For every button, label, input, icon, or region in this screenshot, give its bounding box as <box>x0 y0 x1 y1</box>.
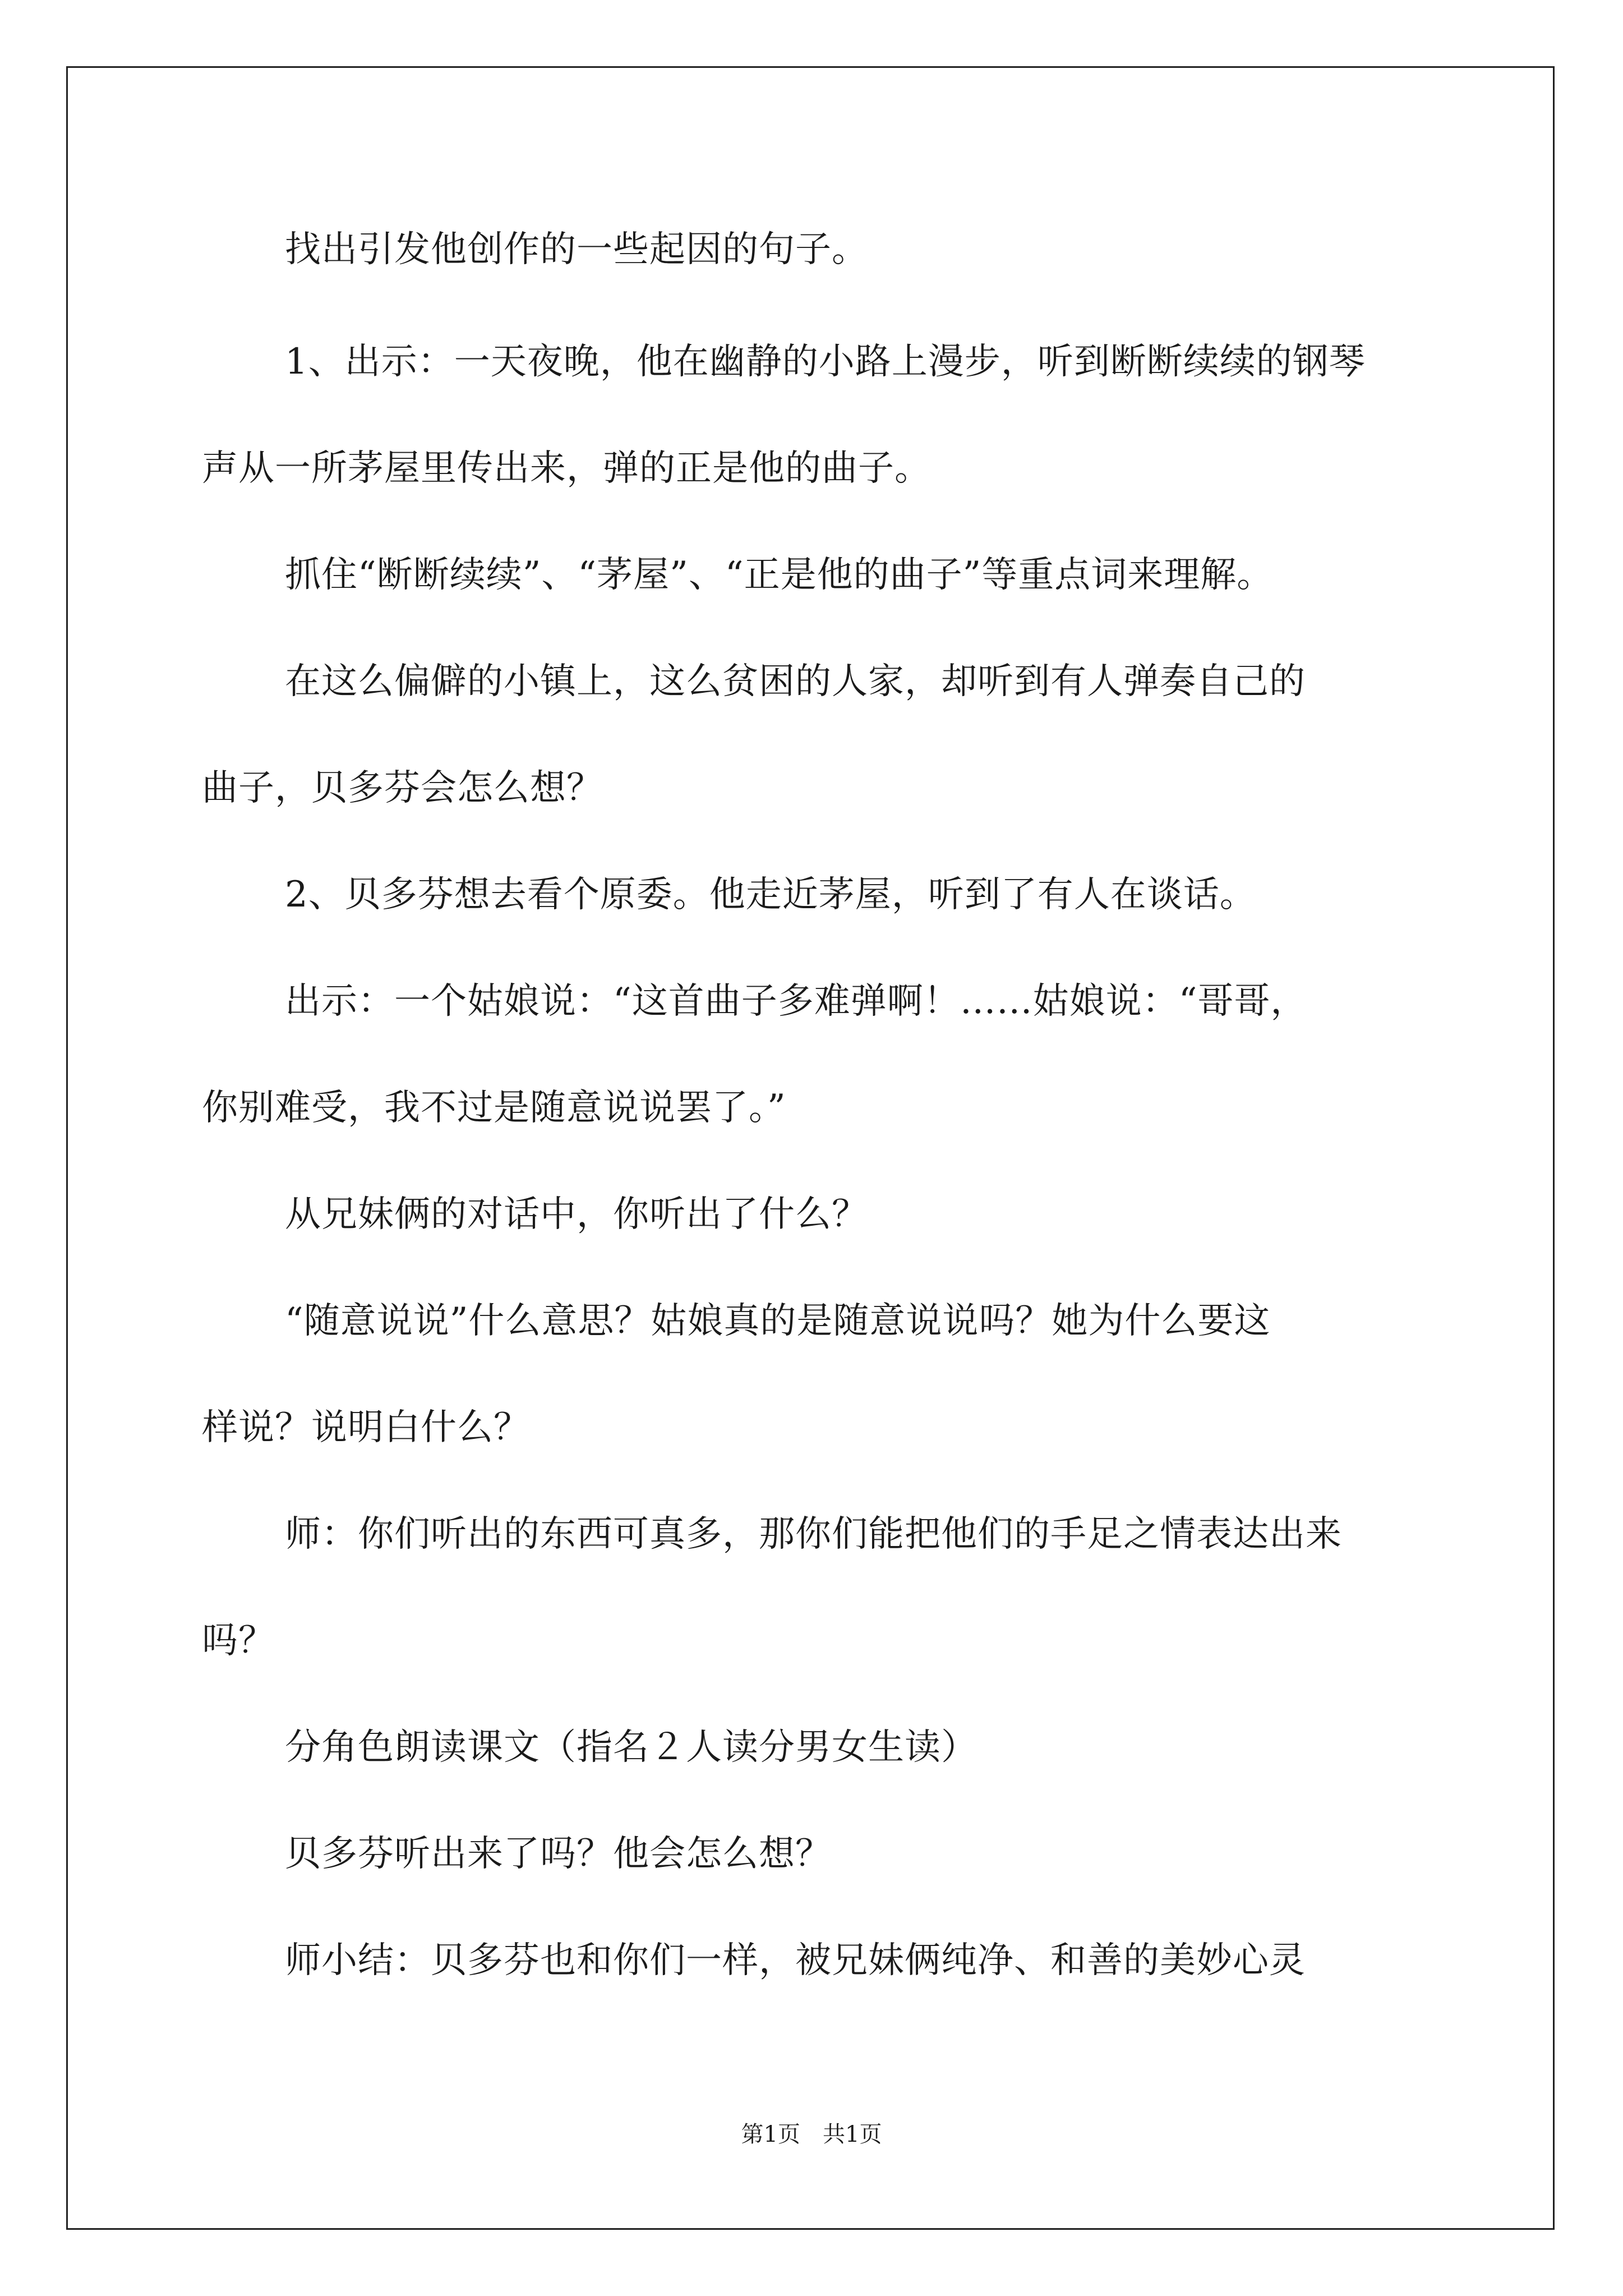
paragraph: 贝多芬听出来了吗？他会怎么想？ <box>285 1833 832 1875</box>
paragraph: 抓住“断断续续”、“茅屋”、“正是他的曲子”等重点词来理解。 <box>285 554 1274 596</box>
paragraph: 从兄妹俩的对话中，你听出了什么？ <box>285 1194 868 1235</box>
page-footer: 第1页 共1页 <box>741 2122 882 2147</box>
paragraph: 在这么偏僻的小镇上，这么贫困的人家，却听到有人弹奏自己的 <box>285 661 1306 702</box>
paragraph-continuation: 曲子，贝多芬会怎么想？ <box>202 767 603 809</box>
paragraph: 1、出示：一天夜晚，他在幽静的小路上漫步，听到断断续续的钢琴 <box>285 341 1366 383</box>
paragraph: 找出引发他创作的一些起因的句子。 <box>285 229 868 270</box>
paragraph-continuation: 样说？说明白什么？ <box>202 1407 530 1448</box>
paragraph: “随意说说”什么意思？姑娘真的是随意说说吗？她为什么要这 <box>285 1300 1271 1342</box>
paragraph-continuation: 吗？ <box>202 1620 275 1662</box>
paragraph: 师：你们听出的东西可真多，那你们能把他们的手足之情表达出来 <box>285 1513 1342 1555</box>
paragraph: 分角色朗读课文（指名２人读分男女生读） <box>285 1727 978 1768</box>
paragraph-continuation: 你别难受，我不过是随意说说罢了。” <box>202 1087 786 1129</box>
paragraph: 2、贝多芬想去看个原委。他走近茅屋，听到了有人在谈话。 <box>285 874 1256 915</box>
paragraph-continuation: 声从一所茅屋里传出来，弹的正是他的曲子。 <box>202 448 931 489</box>
page-border <box>66 66 1555 2230</box>
paragraph: 出示：一个姑娘说：“这首曲子多难弹啊！……姑娘说：“哥哥， <box>285 981 1307 1022</box>
paragraph: 师小结：贝多芬也和你们一样，被兄妹俩纯净、和善的美妙心灵 <box>285 1940 1306 1981</box>
